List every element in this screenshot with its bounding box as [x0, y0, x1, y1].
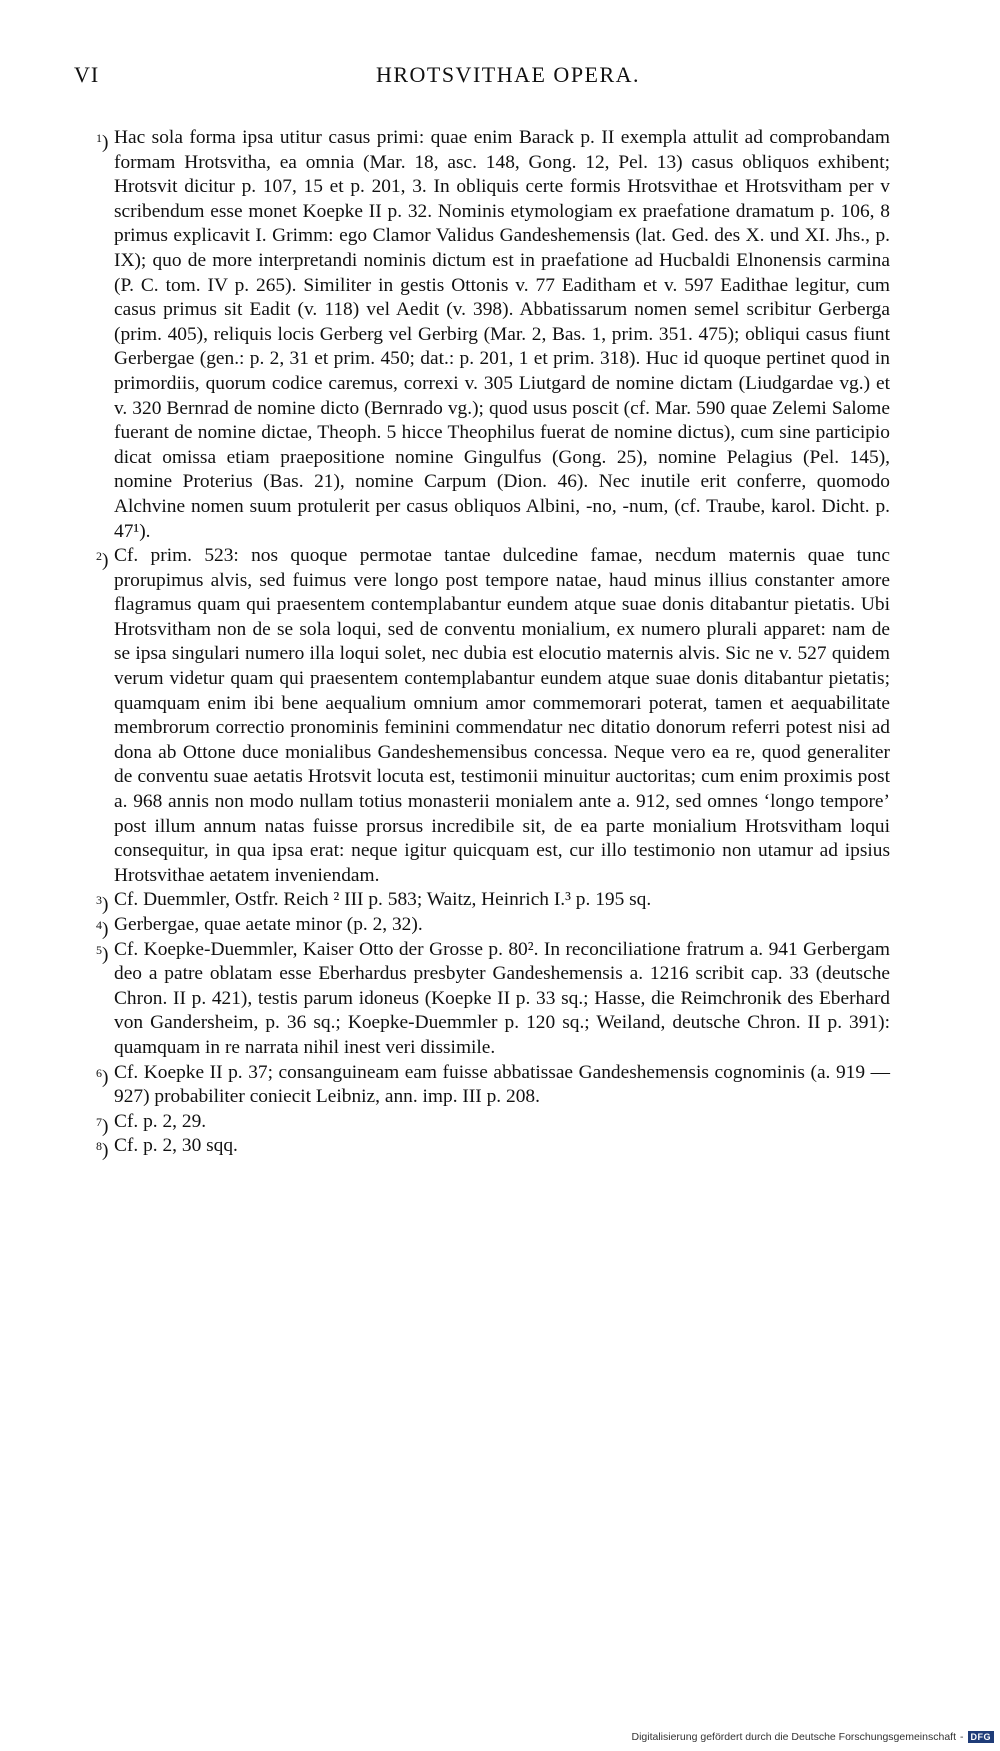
footnote-text: Hac sola forma ipsa utitur casus primi: quae enim Barack p. II exempla attulit ad comprobandam formam Hrotsvitha, ea omnia (Mar. 18, asc. 148, Gong. 12, Pel. 13) casus obliquos exhibent; Hrotsvit dicitur p. 107, 15 et p. 201, 3. In obliquis certe formis Hrotsvithae et Hrotsvitham per v scribendum esse monet Koepke II p. 32. Nominis etymologiam ex praefatione dramatum p. 106, 8 primus explicavit I. Grimm: ego Clamor Validus Gandeshemensis (lat. Ged. des X. und XI. Jhs., p. IX); quo de more interpretandi nominis dictum est in praefatione ad Hucbaldi Elnonensis carmina (P. C. tom. IV p. 265). Similiter in gestis Ottonis v. 77 Eaditham et v. 597 Eadithae legitur, cum casus primus sit Eadit (v. 118) vel Aedit (v. 398). Abbatissarum nomen semel scribitur Gerberga (prim. 405), reliquis locis Gerberg vel Gerbirg (Mar. 2, Bas. 1, prim. 351. 475); obliqui casus fiunt Gerbergae (gen.: p. 2, 31 et prim. 450; dat.: p. 201, 1 et prim. 318). Huc id quoque pertinet quod in primordiis, quorum codice caremus, correxi v. 305 Liutgard de nomine dictam (Liudgardae vg.) et v. 320 Bernrad de nomine dicto (Bernrado vg.); quod usus poscit (cf. Mar. 590 quae Zelemi Salome fuerant de nomine dictae, Theoph. 5 hicce Theophilus fuerat de nomine dictus), cum sine participio dicat omissa etiam praepositione nomine Gingulfus (Gong. 25), nomine Pelagius (Pel. 145), nomine Proterius (Bas. 21), nomine Carpum (Dion. 46). Nec inutile erit conferre, quomodo Alchvine nomen suum protulerit per casus obliquos Albini, -no, -num, (cf. Traube, karol. Dicht. p. 47¹).: [114, 127, 890, 542]
running-title: HROTSVITHAE OPERA.: [375, 62, 641, 87]
running-header: [74, 62, 942, 92]
footnote-marker: $^8$): [96, 1139, 109, 1162]
footnote-text: Cf. Koepke-Duemmler, Kaiser Otto der Grosse p. 80². In reconciliatione fratrum a. 941 Gerbergam deo a patre oblatam esse Eberhardus presbyter Gandeshemensis a. 1216 scribit cap. 33 (deutsche Chron. II p. 421), testis parum idoneus (Koepke II p. 33 sq.; Hasse, die Reimchronik des Eberhard von Gandersheim, p. 36 sq.; Koepke-Duemmler p. 120 sq.; Weiland, deutsche Chron. II p. 391): quamquam in re narrata nihil inest veri dissimile.: [114, 938, 890, 1058]
footnote-marker: $^4$): [96, 918, 109, 940]
footnote: [96, 913, 890, 938]
credit-text: Digitalisierung gefördert durch die Deutsche Forschungsgemeinschaft: [631, 1731, 956, 1743]
dfg-logo: DFG: [968, 1731, 995, 1743]
footnote-marker: $^2$): [96, 549, 109, 572]
footnote-text: Cf. p. 2, 29.: [114, 1110, 207, 1132]
footnote: [96, 888, 890, 916]
digitization-credit: Digitalisierung gefördert durch die Deutsche Forschungsgemeinschaft - DFG: [631, 1731, 994, 1743]
footnote-text: Cf. p. 2, 30 sqq.: [114, 1135, 238, 1157]
footnote-marker: $^1$): [96, 131, 109, 153]
footnotes: [96, 126, 890, 1162]
footnote: [96, 1061, 890, 1110]
footnote-marker: $^6$): [96, 1065, 109, 1088]
footnote-text: Cf. Duemmler, Ostfr. Reich ² III p. 583; Waitz, Heinrich I.³ p. 195 sq.: [114, 889, 652, 911]
footnote: [96, 1110, 890, 1135]
footnote-marker: $^7$): [96, 1114, 109, 1137]
footnote-marker: $^3$): [96, 893, 109, 916]
page-number: VI: [74, 62, 100, 87]
footnote: [96, 938, 890, 1061]
footnote-marker: $^5$): [96, 942, 109, 965]
footnote-text: Cf. prim. 523: nos quoque permotae tantae dulcedine famae, necdum maternis quae tunc prorupimus alvis, sed fuimus vere longo post tempore natae, haud minus illius constanter amore flagramus quam qui praesentem contemplabantur eundem atque suae donis ditabantur pietatis. Ubi Hrotsvitham non de se sola loqui, sed de conventu monialium, ex numero plurali apparet: nam de se ipsa singulari numero illa loqui solet, nec dubia est elocutio maternis alvis. Sic ne v. 527 quidem verum videtur quam qui praesentem contemplabantur eundem atque suae donis ditabantur pietatis; quamquam enim ibi bene aequalium omnium amor commemorari poterat, tamen et aequabilitate membrorum correctio pronominis feminini commendatur nec ditatio donorum referri potest nisi ad dona ab Ottone duce monialibus Gandeshemensibus concessa. Neque vero ea re, quod generaliter de conventu suae aetatis Hrotsvit locuta est, testimonii minuitur auctoritas; cum enim proximis post a. 968 annis non modo nullam totius monasterii monialem ante a. 912, sed omnes ‘longo tempore’ post illum annum natas fuisse prorsus incredibile sit, de ea parte monialium Hrotsvitham loqui consequitur, in qua ipsa erat: neque igitur quicquam est, cur illo testimonio non utamur ad ipsius Hrotsvithae aetatem inveniendam.: [114, 545, 890, 886]
footnote: [96, 1134, 890, 1162]
footnote-text: Gerbergae, quae aetate minor (p. 2, 32).: [114, 914, 423, 935]
footnote: [96, 126, 890, 544]
footnote: [96, 544, 890, 888]
footnote-text: Cf. Koepke II p. 37; consanguineam eam fuisse abbatissae Gandeshemensis cognominis (a. 919 — 927) probabiliter coniecit Leibniz, ann. imp. III p. 208.: [114, 1061, 890, 1108]
